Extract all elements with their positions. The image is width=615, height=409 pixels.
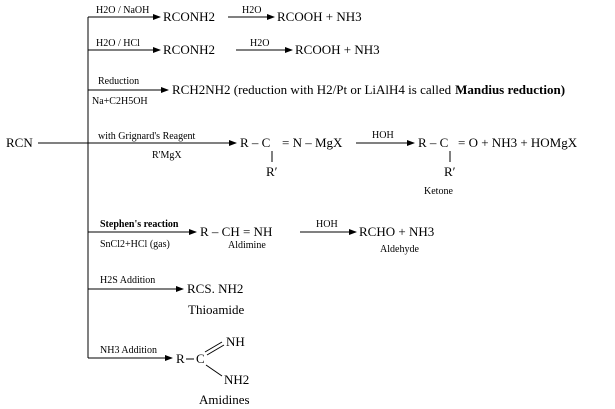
r6-name: Thioamide [188, 302, 245, 317]
r6-product: RCS. NH2 [187, 281, 244, 296]
r7-c: C [196, 351, 205, 366]
r4-final-right: = O + NH3 + HOMgX [458, 135, 578, 150]
r7-r: R [176, 351, 185, 366]
r1-product: RCONH2 [163, 9, 216, 24]
r7-label: NH3 Addition [100, 345, 157, 356]
r2-reagent2: H2O [250, 38, 270, 49]
r3-product: RCH2NH2 (reduction with H2/Pt or LiAlH4 is called Mandius reduction) [172, 82, 566, 97]
r7-top: NH [226, 334, 245, 349]
r6-label: H2S Addition [100, 275, 156, 286]
r4-final-left: R – C [418, 135, 449, 150]
r5-product-name: Aldimine [228, 240, 266, 251]
rcn-label: RCN [6, 135, 33, 150]
r4-final-sub: R′ [444, 164, 456, 179]
r7-single-bond [206, 365, 222, 376]
r1-reagent: H2O / NaOH [96, 5, 150, 16]
r5-product: R – CH = NH [200, 224, 273, 239]
r5-reagent2: HOH [316, 219, 338, 230]
r5-final-name: Aldehyde [380, 244, 419, 255]
r4-final-name: Ketone [424, 186, 453, 197]
r1-reagent2: H2O [242, 5, 262, 16]
r1-final: RCOOH + NH3 [277, 9, 362, 24]
r4-reagent: R'MgX [152, 150, 182, 161]
r5-reagent: SnCl2+HCl (gas) [100, 239, 170, 250]
r4-product-left: R – C [240, 135, 271, 150]
r7-name: Amidines [199, 392, 250, 407]
r7-double-bond-a [205, 342, 222, 352]
r5-final: RCHO + NH3 [359, 224, 435, 239]
r5-label: Stephen's reaction [100, 219, 179, 230]
r7-bottom: NH2 [224, 372, 250, 387]
r3-reagent: Na+C2H5OH [92, 96, 148, 107]
r4-label: with Grignard's Reagent [98, 131, 196, 142]
r2-final: RCOOH + NH3 [295, 42, 380, 57]
r4-sub: R′ [266, 164, 278, 179]
r4-product-right: = N – MgX [282, 135, 343, 150]
r2-reagent: H2O / HCl [96, 38, 140, 49]
r3-label: Reduction [98, 76, 140, 87]
r2-product: RCONH2 [163, 42, 216, 57]
r7-double-bond-b [207, 345, 224, 355]
r4-reagent2: HOH [372, 130, 394, 141]
